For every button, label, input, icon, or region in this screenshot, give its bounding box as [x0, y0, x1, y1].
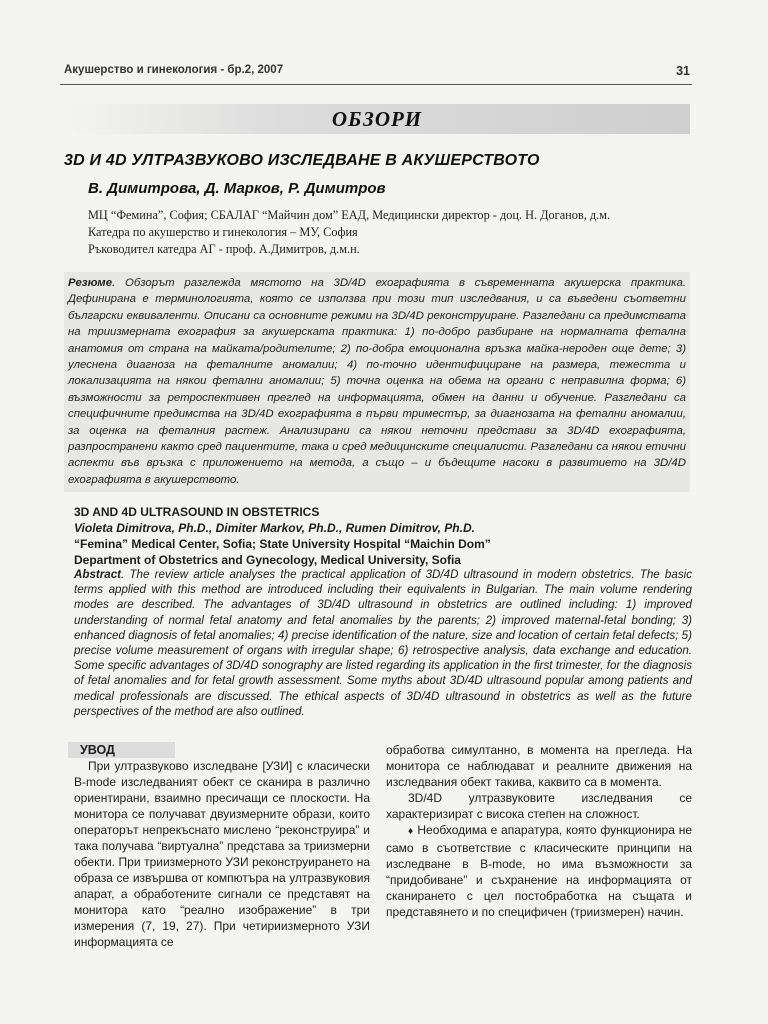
- body-left-column: [74, 742, 370, 950]
- body-right-column: [386, 742, 692, 920]
- section-label: ОБЗОРИ: [331, 107, 423, 131]
- abstract-bg-text: . Обзорът разглежда мястото на 3D/4D ехографията в съвременната акушерска практика. Дефинирана е терминологията, която се използва при този тип изследвания, и са въведени съответни български еквиваленти. Описани са основните режими на 3D/4D реконструиране. Разгледани са предимствата на триизмерната ехография за акушерската практика: 1) по-добро разбиране на нормалната фетална анатомия от страна на майката/родителите; 2) по-добра емоционална връзка майка-нероден още дете; 3) улеснена диагноза на феталните аномалии; 4) по-точно идентифициране на размера, тежестта и локализацията на някои фетални аномалии; 5) точна оценка на обема на органи с неправилна форма; 6) възможности за ретроспективен преглед на информацията, обмен на данни и обучение. Разгледани са специфичните предимства на 3D/4D ехографията в първи триместър, за диагнозата на фетални аномалии, за оценка на феталния растеж. Анализирани са някои неточни представи за 3D/4D ехографията, разпространени както сред пациентите, така и сред медицинските специалисти. Разгледани са някои етични аспекти във връзка с приложението на метода, а също – и бъдещите насоки в развитието на 3D/4D ехографията в акушерството.: [68, 277, 686, 486]
- journal-name: Акушерство и гинекология - бр.2, 2007: [64, 64, 284, 76]
- abstract-bg: [68, 275, 686, 488]
- affiliation-line-3: Ръководител катедра АГ - проф. А.Димитров, д.м.н.: [88, 242, 360, 256]
- english-affiliation-2: Department of Obstetrics and Gynecology, Medical University, Sofia: [74, 553, 461, 567]
- diamond-bullet-icon: ♦: [408, 826, 414, 837]
- english-abstract-label: Abstract: [74, 568, 122, 581]
- section-heading: УВОД: [68, 742, 175, 758]
- section-band: [64, 104, 690, 134]
- header-divider: [60, 84, 692, 85]
- article-title: 3D И 4D УЛТРАЗВУКОВО ИЗСЛЕДВАНЕ В АКУШЕРСТВОТО: [64, 152, 540, 169]
- english-title: 3D AND 4D ULTRASOUND IN OBSTETRICS: [74, 505, 320, 519]
- english-header: [74, 504, 694, 568]
- english-abstract: [74, 567, 692, 719]
- english-authors: Violeta Dimitrova, Ph.D., Dimiter Markov, Ph.D., Rumen Dimitrov, Ph.D.: [74, 521, 475, 535]
- body-paragraph: 3D/4D ултразвуковите изследвания се характеризират с висока степен на сложност.: [386, 791, 692, 821]
- english-affiliation-1: “Femina” Medical Center, Sofia; State University Hospital “Maichin Dom”: [74, 537, 491, 551]
- affiliation-line-1: МЦ “Фемина”, София; СБАЛАГ “Майчин дом” ЕАД, Медицински директор - доц. Н. Доганов, д.м.: [88, 208, 611, 222]
- abstract-bg-label: Резюме: [68, 277, 113, 289]
- running-header: [64, 64, 690, 82]
- body-paragraph: обработва симултанно, в момента на прегледа. На монитора се наблюдават и реалните движения на изследвания обект такива, каквито са в момента.: [386, 743, 692, 789]
- body-paragraph-text: Необходима е апаратура, която функционира не само в съответствие с класическите принципи на изследване в B-mode, но има възможности за “придобиване” и съхранение на информацията от сканирането с цел постобработка на същата и представянето и по специфичен (триизмерен) начин.: [386, 823, 692, 919]
- page-number: 31: [676, 64, 690, 78]
- body-paragraph: [386, 822, 692, 920]
- body-paragraph: При ултразвуково изследване [УЗИ] с класически B-mode изследваният обект се сканира в различно ориентирани, взаимно пресичащи се плоскости. На монитора се получават двуизмерните образи, които операторът непрекъснато мислено “реконструира” и така получава “виртуална” представа за триизмерни обекти. При триизмерното УЗИ реконструирането на образа се извършва от компютъра на ултразвуковия апарат, а обработените сигнали се представят на монитора като “реално изображение” в три измерения (7, 19, 27). При четириизмерното УЗИ информацията се: [74, 759, 370, 949]
- article-authors: В. Димитрова, Д. Марков, Р. Димитров: [88, 180, 386, 197]
- english-abstract-text: . The review article analyses the practical application of 3D/4D ultrasound in modern obstetrics. The basic terms applied with this method are introduced including their equivalents in Bulgarian. The main volume rendering modes are described. The advantages of 3D/4D ultrasound in obstetrics are outlined including: 1) improved understanding of normal fetal anatomy and fetal anomalies by the parents; 2) improved maternal-fetal bonding; 3) enhanced diagnosis of fetal anomalies; 4) precise identification of the nature, size and location of certain fetal defects; 5) precise volume measurement of organs with irregular shape; 6) retrospective analysis, data exchange and education. Some specific advantages of 3D/4D sonography are listed regarding its application in the first trimester, for the diagnosis of fetal anomalies and for fetal growth assessment. Some myths about 3D/4D ultrasound popular among patients and medical professionals are discussed. The ethical aspects of 3D/4D ultrasound in obstetrics as well as the future perspectives of the method are also outlined.: [74, 568, 692, 718]
- affiliation-line-2: Катедра по акушерство и гинекология – МУ, София: [88, 225, 358, 239]
